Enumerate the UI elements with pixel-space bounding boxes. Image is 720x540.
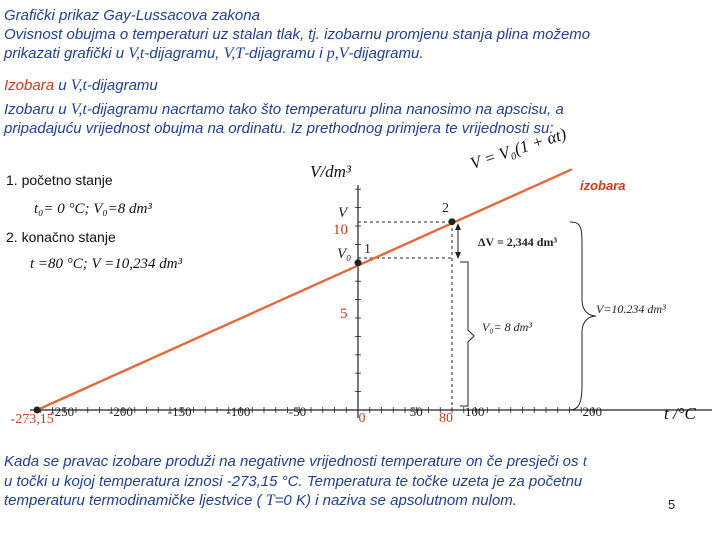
delta-v-arrowhead-top (455, 223, 461, 230)
point-1 (355, 259, 362, 266)
state-2-values: t =80 °C; V =10,234 dm³ (30, 256, 183, 272)
x-tick-label: -50 (288, 404, 307, 419)
footer-text: ) i naziva se apsolutnom nulom. (305, 492, 517, 509)
x-tick-label: -273,15 (10, 412, 54, 427)
footer-text: temperaturu termodinamičke ljestvice ( (4, 492, 266, 509)
delta-v-arrowhead-bottom (455, 252, 461, 259)
x-tick-label: 100 (465, 404, 485, 419)
footer-line-3 (4, 491, 517, 510)
intro-math: V,t (128, 45, 145, 62)
section-title-red: Izobara (4, 77, 55, 94)
intro-text: -dijagramu, (144, 45, 224, 62)
section-title-text: -dijagramu (86, 77, 158, 94)
intro-text: -dijagramu. (348, 45, 424, 62)
point-2 (449, 218, 456, 225)
section-text: -dijagramu nacrtamo tako što temperaturu plina nanosimo na apscisu, a (86, 101, 564, 118)
x-axis-label: t /°C (664, 404, 696, 423)
intro-text: -dijagramu i (244, 45, 327, 62)
section-text: Izobaru u (4, 101, 71, 118)
state-1-values: t₀= 0 °C; V₀=8 dm³ (34, 201, 152, 217)
footer-text: Kada se pravac izobare produži na negativne vrijednosti temperature (4, 453, 462, 470)
section-title-math: V,t (70, 77, 87, 94)
state-2-title: 2. konačno stanje (6, 229, 116, 245)
footer-math: =0 K (274, 492, 306, 509)
point-1-label: 1 (364, 242, 371, 257)
footer-text: . Temperatura te točke uzeta je za početnu (298, 473, 583, 490)
v-brace-label: V=10.234 dm³ (596, 302, 666, 316)
footer-line-1 (4, 452, 587, 471)
y-tick-v0: V₀ (337, 246, 352, 262)
x-tick-label: -250 (50, 404, 75, 419)
delta-v-label: ΔV = 2,344 dm³ (478, 235, 558, 249)
y-tick-5: 5 (340, 306, 348, 322)
title-part: Gay-Lussacova zakona (103, 7, 260, 24)
intro-line-1: Ovisnost obujma o temperaturi uz stalan tlak, tj. izobarnu promjenu stanja plina možemo (4, 26, 591, 43)
y-tick-10: 10 (333, 222, 348, 238)
isobar-line (37, 169, 572, 410)
footer-text: on če presječi os (461, 453, 583, 470)
page-number: 5 (668, 497, 676, 512)
y-tick-v: V (338, 205, 348, 221)
title-part: Grafički prikaz (4, 7, 104, 24)
x-tick-label: 0 (358, 411, 366, 426)
x-tick-label: -150 (167, 404, 192, 419)
point-2-label: 2 (442, 201, 449, 216)
footer-math: t (582, 453, 588, 470)
intro-math: p,V (326, 45, 349, 62)
x-tick-label: 200 (582, 404, 602, 419)
x-tick-label: 50 (409, 404, 423, 419)
footer-text: u točki u kojoj temperatura iznosi (4, 473, 227, 490)
x-tick-label: -100 (226, 404, 251, 419)
v0-brace (460, 262, 474, 406)
section-math: V,t (70, 101, 87, 118)
isobar-formula: V = V₀(1 + αt) (467, 124, 569, 174)
section-title-text: u (54, 77, 71, 94)
v-brace (570, 222, 596, 410)
isobar-label: izobara (580, 178, 626, 193)
section-line-2: pripadajuću vrijednost obujma na ordinatu. Iz prethodnog primjera te vrijednosti su: (4, 120, 554, 137)
intro-text: prikazati grafički u (4, 45, 129, 62)
intro-math: V,T (223, 45, 245, 62)
footer-line-2 (4, 472, 582, 491)
footer-math: -273,15 °C (226, 473, 299, 490)
x-tick-label: -200 (109, 404, 133, 419)
x-tick-label: 80 (439, 411, 453, 426)
v0-brace-label: V₀= 8 dm³ (482, 320, 532, 334)
y-axis-label: V/dm³ (310, 162, 351, 181)
footer-math: T (265, 492, 275, 509)
state-1-title: 1. početno stanje (6, 172, 113, 188)
